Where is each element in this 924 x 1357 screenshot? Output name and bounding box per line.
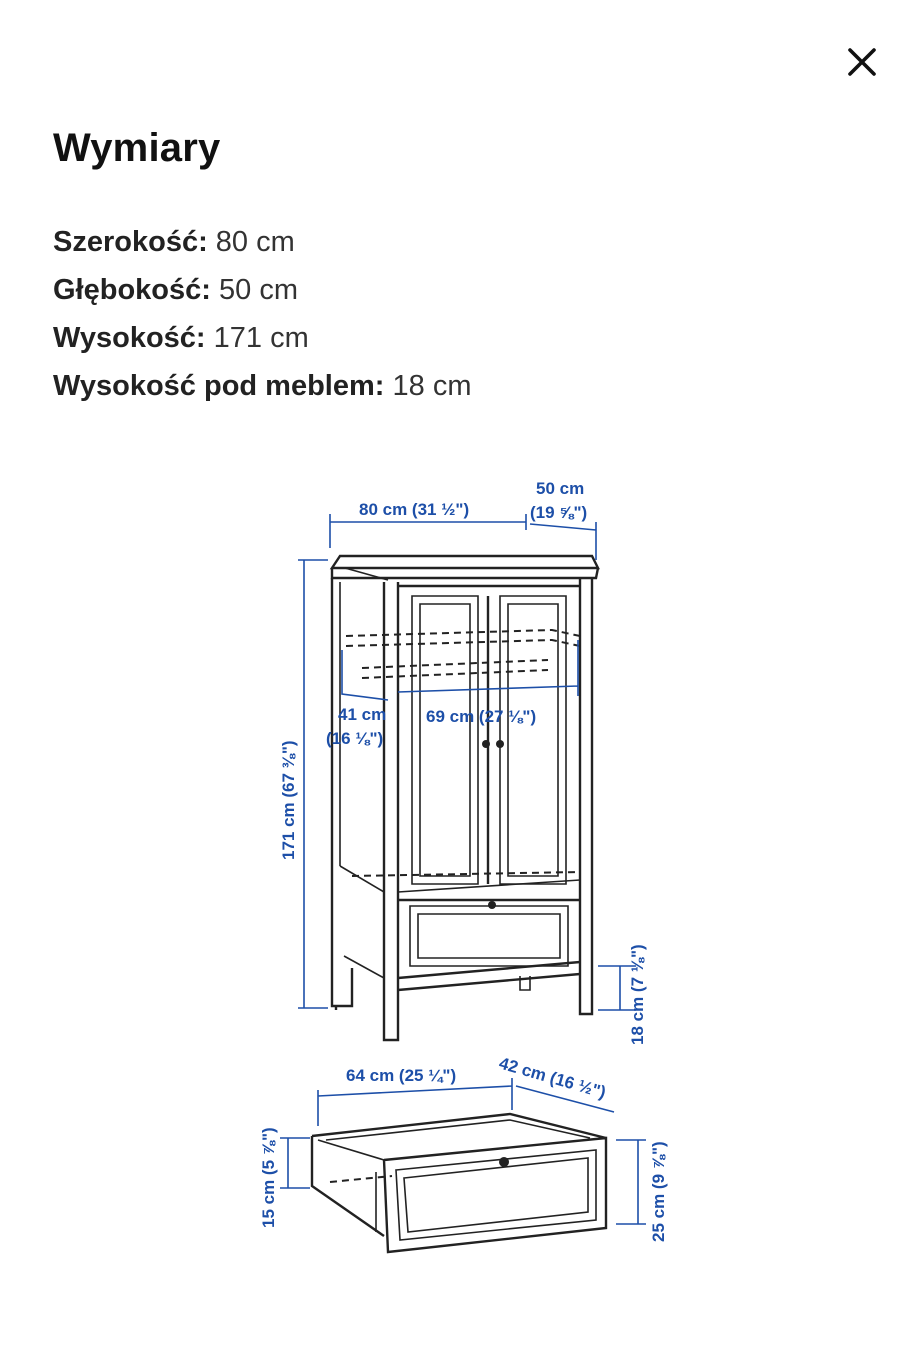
- spec-label: Szerokość:: [53, 226, 208, 258]
- spec-label: Wysokość:: [53, 322, 206, 354]
- spec-depth: [53, 266, 471, 314]
- dim-leg-height: 18 cm (7 ⅛"): [628, 944, 647, 1045]
- dim-inner-depth-in: (16 ⅛"): [326, 729, 384, 748]
- close-icon: [847, 47, 877, 77]
- dim-inner-width: 69 cm (27 ⅛"): [426, 707, 537, 726]
- spec-label: Wysokość pod meblem:: [53, 370, 385, 402]
- spec-value: 18 cm: [392, 370, 472, 402]
- dim-inner-depth-cm: 41 cm: [338, 705, 387, 724]
- spec-width: [53, 218, 471, 266]
- dim-depth-in: (19 ⅝"): [530, 503, 588, 522]
- spec-height: [53, 314, 471, 362]
- dim-drawer-width: 64 cm (25 ¼"): [346, 1066, 457, 1085]
- spec-clearance: [53, 362, 471, 410]
- dimension-diagram: [0, 460, 924, 1260]
- close-button[interactable]: [838, 38, 886, 86]
- dim-depth-cm: 50 cm: [536, 479, 585, 498]
- dim-drawer-depth: 42 cm (16 ½"): [496, 1053, 608, 1103]
- dim-width: 80 cm (31 ½"): [359, 500, 470, 519]
- spec-label: Głębokość:: [53, 274, 211, 306]
- spec-value: 80 cm: [215, 226, 295, 258]
- spec-value: 171 cm: [213, 322, 309, 354]
- spec-list: [53, 218, 471, 410]
- drawer-drawing: [312, 1114, 606, 1252]
- page-title: Wymiary: [53, 126, 221, 170]
- dim-drawer-inner-height: 15 cm (5 ⅞"): [259, 1127, 278, 1228]
- dim-drawer-front-height: 25 cm (9 ⅞"): [649, 1141, 668, 1242]
- spec-value: 50 cm: [219, 274, 298, 306]
- wardrobe-drawing: [332, 556, 598, 1040]
- dim-height: 171 cm (67 ⅜"): [279, 740, 298, 860]
